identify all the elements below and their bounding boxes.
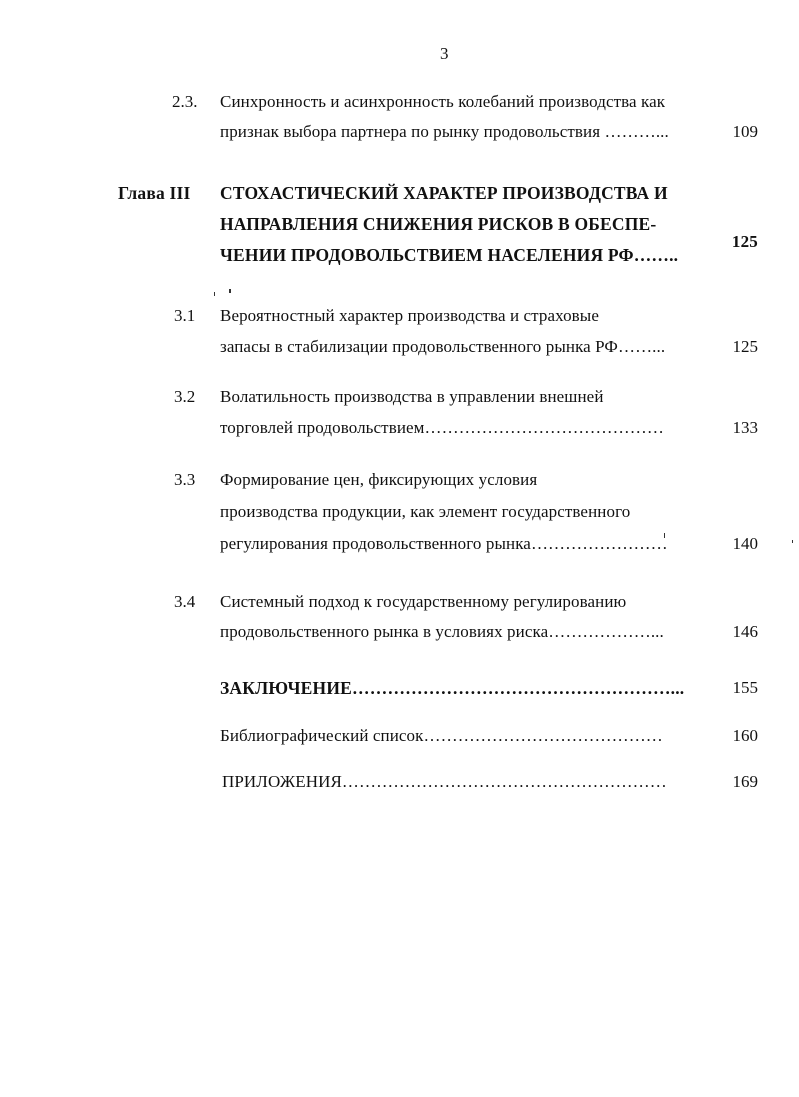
entry-number-2-3: 2.3. (172, 92, 198, 111)
entry-2-3-page: 109 (732, 122, 758, 141)
entry-3-3-line-2: производства продукции, как элемент государственного (220, 502, 631, 521)
scan-speck (229, 289, 231, 293)
scan-speck (792, 540, 793, 543)
conclusion-entry: ЗАКЛЮЧЕНИЕ………………………………………………... (220, 678, 685, 698)
entry-3-2-line-2: торговлей продовольствием…………………………………… (220, 418, 664, 437)
entry-3-1-line-2: запасы в стабилизации продовольственного рынка РФ……... (220, 337, 666, 356)
entry-3-4-line-1: Системный подход к государственному регулированию (220, 592, 627, 611)
entry-3-2-page: 133 (732, 418, 758, 437)
appendices-entry: ПРИЛОЖЕНИЯ………………………………………………… (222, 772, 667, 791)
entry-2-3-line-2: признак выбора партнера по рынку продовольствия ………... (220, 122, 669, 141)
entry-2-3-line-1: Синхронность и асинхронность колебаний производства как (220, 92, 666, 111)
entry-3-1-line-1: Вероятностный характер производства и страховые (220, 306, 599, 325)
entry-3-3-line-1: Формирование цен, фиксирующих условия (220, 470, 538, 489)
chapter-3-title-line-2: НАПРАВЛЕНИЯ СНИЖЕНИЯ РИСКОВ В ОБЕСПЕ- (220, 214, 657, 234)
appendices-page: 169 (732, 772, 758, 791)
scan-speck (214, 292, 215, 296)
page-number: 3 (440, 44, 449, 63)
entry-3-4-page: 146 (732, 622, 758, 641)
entry-3-3-line-3: регулирования продовольственного рынка…………………… (220, 534, 668, 553)
entry-number-3-4: 3.4 (174, 592, 196, 611)
chapter-3-label: Глава III (118, 183, 191, 203)
bibliography-entry: Библиографический список…………………………………… (220, 726, 663, 745)
entry-3-3-page: 140 (732, 534, 758, 553)
entry-number-3-1: 3.1 (174, 306, 196, 325)
entry-number-3-3: 3.3 (174, 470, 196, 489)
conclusion-page: 155 (732, 678, 758, 697)
chapter-3-page: 125 (731, 232, 758, 251)
chapter-3-title-line-3: ЧЕНИИ ПРОДОВОЛЬСТВИЕМ НАСЕЛЕНИЯ РФ…….. (220, 245, 679, 265)
entry-number-3-2: 3.2 (174, 387, 196, 406)
entry-3-4-line-2: продовольственного рынка в условиях риска………………... (220, 622, 664, 641)
entry-3-1-page: 125 (732, 337, 758, 356)
bibliography-page: 160 (732, 726, 758, 745)
entry-3-2-line-1: Волатильность производства в управлении внешней (220, 387, 604, 406)
chapter-3-title-line-1: СТОХАСТИЧЕСКИЙ ХАРАКТЕР ПРОИЗВОДСТВА И (220, 183, 668, 203)
